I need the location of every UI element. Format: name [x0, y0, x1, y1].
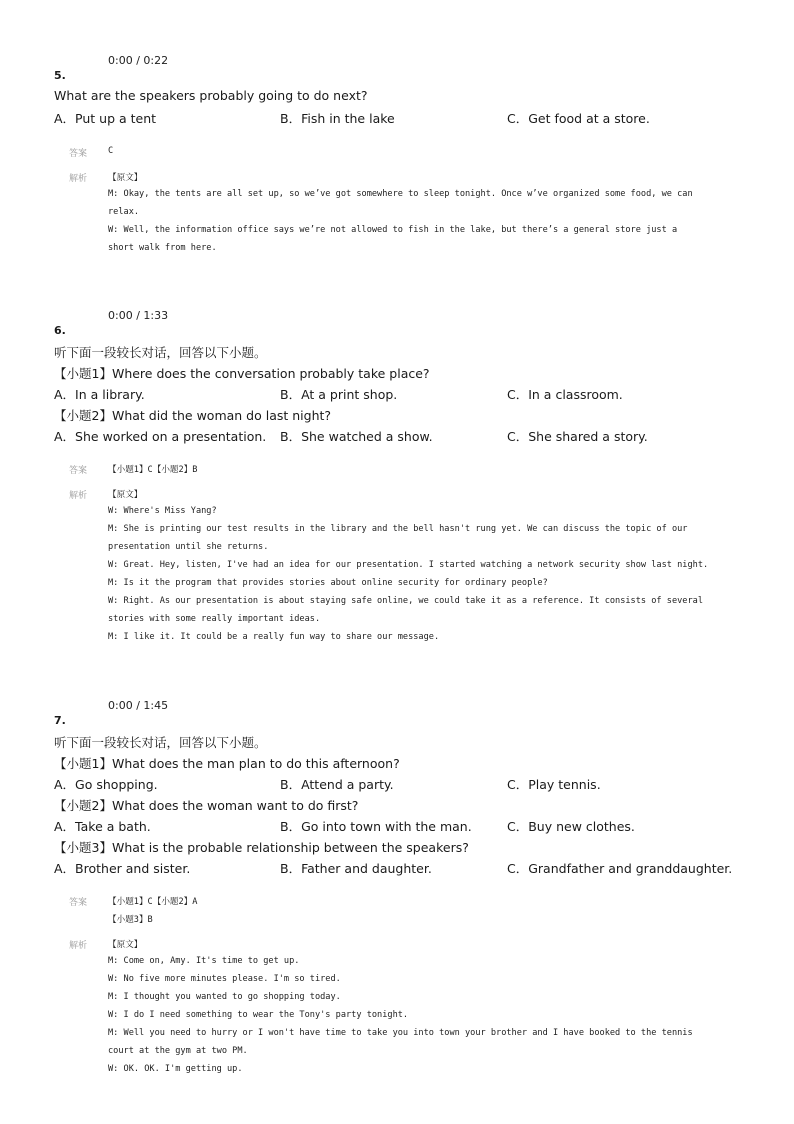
analysis-label: 解析 — [69, 941, 88, 951]
transcript-line: M: Is it the program that provides stories about online security for ordinary people? — [108, 578, 548, 588]
option-b: B．She watched a show. — [280, 429, 433, 444]
option-a: A．She worked on a presentation. — [54, 429, 267, 444]
question-number: 6. — [54, 324, 66, 337]
transcript-line: W: I do I need something to wear the Tony's party tonight. — [108, 1010, 409, 1020]
option-c: C．Play tennis. — [507, 777, 601, 792]
answer-label: 答案 — [69, 466, 88, 476]
option-c: C．In a classroom. — [507, 387, 623, 402]
transcript-line: presentation until she returns. — [108, 542, 269, 552]
transcript-line: W: Well, the information office says we’re not allowed to fish in the lake, but there’s a general store just a — [108, 225, 678, 235]
option-b: B．Fish in the lake — [280, 111, 395, 126]
answer-label: 答案 — [69, 898, 88, 908]
transcript-line: court at the gym at two PM. — [108, 1046, 248, 1056]
option-c: C．Get food at a store. — [507, 111, 650, 126]
answer-value: 【小题1】C【小题2】A — [108, 897, 198, 907]
sub-question-2: 【小题2】What does the woman want to do first? — [54, 798, 359, 813]
option-b: B．Go into town with the man. — [280, 819, 472, 834]
transcript-line: relax. — [108, 207, 140, 217]
question-intro: 听下面一段较长对话，回答以下小题。 — [54, 735, 267, 750]
transcript-line: M: I thought you wanted to go shopping today. — [108, 992, 341, 1002]
sub-question-2: 【小题2】What did the woman do last night? — [54, 408, 332, 423]
question-number: 5. — [54, 69, 66, 82]
transcript-line: W: No five more minutes please. I'm so tired. — [108, 974, 341, 984]
analysis-label: 解析 — [69, 174, 88, 184]
answer-value: C — [108, 146, 114, 156]
option-a: A．Go shopping. — [54, 777, 158, 792]
answer-label: 答案 — [69, 149, 88, 159]
option-a: A．Take a bath. — [54, 819, 151, 834]
option-c: C．Buy new clothes. — [507, 819, 635, 834]
option-b: B．Father and daughter. — [280, 861, 432, 876]
answer-value: 【小题1】C【小题2】B — [108, 465, 198, 475]
analysis-label: 解析 — [69, 491, 88, 501]
sub-question-1: 【小题1】What does the man plan to do this afternoon? — [54, 756, 400, 771]
transcript-line: M: Come on, Amy. It's time to get up. — [108, 956, 300, 966]
option-b: B．Attend a party. — [280, 777, 394, 792]
audio-time-q6[interactable]: 0:00 / 1:33 — [108, 309, 169, 322]
answer-value: 【小题3】B — [108, 915, 153, 925]
option-a: A．In a library. — [54, 387, 145, 402]
option-a: A．Brother and sister. — [54, 861, 191, 876]
audio-time-q5[interactable]: 0:00 / 0:22 — [108, 54, 169, 67]
transcript-line: M: Well you need to hurry or I won't have time to take you into town your brother and I have booked to the tennis — [108, 1028, 693, 1038]
transcript-line: short walk from here. — [108, 243, 217, 253]
question-prompt: What are the speakers probably going to do next? — [54, 88, 368, 103]
audio-time-q7[interactable]: 0:00 / 1:45 — [108, 699, 169, 712]
transcript-line: W: Great. Hey, listen, I've had an idea for our presentation. I started watching a network security show last night. — [108, 560, 709, 570]
yuanwen-label: 【原文】 — [108, 490, 143, 500]
option-b: B．At a print shop. — [280, 387, 398, 402]
option-a: A．Put up a tent — [54, 111, 157, 126]
sub-question-3: 【小题3】What is the probable relationship between the speakers? — [54, 840, 469, 855]
yuanwen-label: 【原文】 — [108, 940, 143, 950]
question-intro: 听下面一段较长对话，回答以下小题。 — [54, 345, 267, 360]
transcript-line: W: Right. As our presentation is about staying safe online, we could take it as a reference. It consists of several — [108, 596, 703, 606]
transcript-line: M: I like it. It could be a really fun way to share our message. — [108, 632, 440, 642]
transcript-line: stories with some really important ideas. — [108, 614, 321, 624]
sub-question-1: 【小题1】Where does the conversation probably take place? — [54, 366, 430, 381]
yuanwen-label: 【原文】 — [108, 173, 143, 183]
transcript-line: W: Where's Miss Yang? — [108, 506, 217, 516]
transcript-line: M: Okay, the tents are all set up, so we’ve got somewhere to sleep tonight. Once w’ve organized some food, we can — [108, 189, 693, 199]
option-c: C．Grandfather and granddaughter. — [507, 861, 733, 876]
option-c: C．She shared a story. — [507, 429, 648, 444]
question-number: 7. — [54, 714, 66, 727]
transcript-line: W: OK. OK. I'm getting up. — [108, 1064, 243, 1074]
transcript-line: M: She is printing our test results in the library and the bell hasn't rung yet. We can discuss the topic of our — [108, 524, 688, 534]
